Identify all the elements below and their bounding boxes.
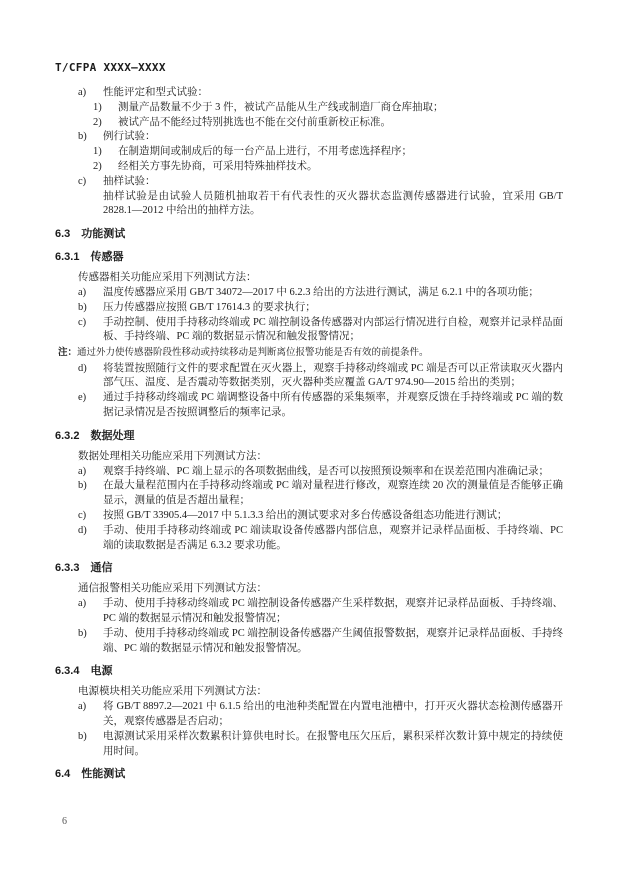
list-item-label: b) bbox=[78, 627, 87, 639]
list-item-text: 将装置按照随行文件的要求配置在灭火器上，观察手持移动终端或 PC 端是否可以正常读取灭火器内部气压、温度、是否震动等数据类别，灭火器种类应覆盖 GA/T 974.90—2015 给出的类别； bbox=[103, 362, 563, 389]
list-item-label: d) bbox=[78, 362, 87, 374]
list-item-label: a) bbox=[78, 286, 87, 298]
list-item-text: 手动、使用手持移动终端或 PC 端控制设备传感器产生采样数据，观察并记录样品面板、手持终端、PC 端的数据显示情况和触发报警情况； bbox=[103, 598, 563, 625]
section-title: 数据处理 bbox=[90, 429, 135, 442]
note bbox=[58, 345, 563, 362]
list-item-a bbox=[55, 597, 563, 627]
section-number: 6.3.1 bbox=[55, 251, 80, 264]
list-item-label: b) bbox=[78, 131, 87, 143]
list-item-text: 经相关方事先协商，可采用特殊抽样技术。 bbox=[118, 160, 318, 172]
section-title: 传感器 bbox=[90, 251, 124, 264]
section-intro: 通信报警相关功能应采用下列测试方法： bbox=[78, 583, 267, 595]
section-heading-6-3 bbox=[55, 227, 563, 242]
list-item-text: 性能评定和型式试验： bbox=[103, 87, 208, 98]
section-heading-6-4 bbox=[55, 767, 563, 782]
page-content bbox=[55, 86, 563, 788]
section-title: 通信 bbox=[90, 562, 113, 575]
list-item-b bbox=[55, 301, 563, 316]
section-intro: 传感器相关功能应采用下列测试方法： bbox=[78, 272, 257, 284]
section-number: 6.3.2 bbox=[55, 429, 80, 442]
list-item-label: a) bbox=[78, 701, 87, 713]
list-item-text: 例行试验： bbox=[103, 131, 156, 143]
list-item-label: b) bbox=[78, 480, 87, 492]
section-heading-6-3-4 bbox=[55, 664, 563, 679]
list-item-a bbox=[55, 465, 563, 480]
list-item-label: b) bbox=[78, 301, 87, 313]
list-item-label: a) bbox=[78, 87, 87, 98]
list-item-text: 在制造期间或制成后的每一台产品上进行，不用考虑选择程序； bbox=[118, 146, 412, 158]
document-code: T/CFPA XXXX—XXXX bbox=[55, 61, 166, 74]
list-item-label: 2) bbox=[93, 116, 102, 128]
section-number: 6.3.4 bbox=[55, 665, 80, 678]
section-heading-6-3-1 bbox=[55, 250, 563, 265]
list-item-c bbox=[55, 509, 563, 524]
list-item-text: 通过手持移动终端或 PC 端调整设备中所有传感器的采集频率，并观察反馈在手持终端或 PC 端的数据记录情况是否按照调整后的频率记录。 bbox=[103, 392, 563, 419]
section-title: 功能测试 bbox=[81, 228, 126, 241]
list-item-c bbox=[55, 316, 563, 346]
section-heading-6-3-2 bbox=[55, 429, 563, 444]
list-item-label: b) bbox=[78, 730, 87, 742]
section-intro: 数据处理相关功能应采用下列测试方法： bbox=[78, 450, 267, 462]
list-item-label: 1) bbox=[93, 101, 102, 113]
list-item-b bbox=[55, 479, 563, 509]
list-item-c bbox=[55, 175, 563, 190]
note-text: 通过外力使传感器阶段性移动或持续移动是判断离位报警功能是否有效的前提条件。 bbox=[77, 348, 429, 359]
list-item-text: 手动、使用手持移动终端或 PC 端控制设备传感器产生阈值报警数据，观察并记录样品面板、手持终端、PC 端的数据显示情况和触发报警情况。 bbox=[103, 627, 563, 654]
list-item-b bbox=[55, 627, 563, 657]
page-number: 6 bbox=[62, 816, 67, 827]
list-subitem-2 bbox=[55, 160, 563, 175]
section-intro: 电源模块相关功能应采用下列测试方法： bbox=[78, 686, 267, 698]
section-heading-6-3-3 bbox=[55, 561, 563, 576]
section-number: 6.3 bbox=[55, 228, 71, 241]
list-item-paragraph: 抽样试验是由试验人员随机抽取若干有代表性的灭火器状态监测传感器进行试验，宜采用 GB/T 2828.1—2012 中给出的抽样方法。 bbox=[103, 190, 563, 217]
list-item-label: 1) bbox=[93, 146, 102, 158]
list-item-text: 手动控制、使用手持移动终端或 PC 端控制设备传感器对内部运行情况进行自检，观察并记录样品面板、手持终端、PC 端的数据显示情况和触发报警情况； bbox=[103, 316, 563, 343]
list-item-label: c) bbox=[78, 510, 87, 522]
list-item-text: 按照 GB/T 33905.4—2017 中 5.1.3.3 给出的测试要求对多台传感设备组态功能进行测试； bbox=[103, 510, 508, 522]
list-item-e bbox=[55, 391, 563, 421]
list-item-a bbox=[55, 86, 563, 101]
list-item-d bbox=[55, 524, 563, 554]
list-item-label: 2) bbox=[93, 160, 102, 172]
list-item-label: c) bbox=[78, 175, 87, 187]
list-item-text: 被试产品不能经过特别挑选也不能在交付前重新校正标准。 bbox=[118, 116, 391, 128]
list-item-text: 手动、使用手持移动终端或 PC 端读取设备传感器内部信息，观察并记录样品面板、手持终端、PC 端的读取数据是否满足 6.3.2 要求功能。 bbox=[103, 524, 563, 551]
list-item-d bbox=[55, 362, 563, 392]
section-title: 电源 bbox=[90, 665, 113, 678]
list-item-text: 抽样试验： bbox=[103, 175, 156, 187]
list-item-label: c) bbox=[78, 316, 87, 328]
list-subitem-2 bbox=[55, 116, 563, 131]
list-item-a bbox=[55, 286, 563, 301]
list-item-text: 测量产品数量不少于 3 件，被试产品能从生产线或制造厂商仓库抽取； bbox=[118, 101, 444, 113]
list-item-label: d) bbox=[78, 524, 87, 536]
list-item-a bbox=[55, 700, 563, 730]
list-item-text: 电源测试采用采样次数累积计算供电时长。在报警电压欠压后，累积采样次数计算中规定的持续使用时间。 bbox=[103, 730, 563, 757]
section-number: 6.4 bbox=[55, 768, 71, 781]
list-item-label: e) bbox=[78, 392, 87, 404]
section-title: 性能测试 bbox=[81, 768, 126, 781]
list-item-text: 压力传感器应按照 GB/T 17614.3 的要求执行； bbox=[103, 301, 316, 313]
list-subitem-1 bbox=[55, 101, 563, 116]
list-item-text: 将 GB/T 8897.2—2021 中 6.1.5 给出的电池种类配置在内置电池槽中，打开灭火器状态检测传感器开关，观察传感器是否启动； bbox=[103, 701, 563, 727]
list-item-label: a) bbox=[78, 465, 87, 477]
list-item-label: a) bbox=[78, 598, 87, 610]
list-item-text: 在最大量程范围内在手持移动终端或 PC 端对量程进行修改，观察连续 20 次的测量值是否能够正确显示，测量的值是否超出量程； bbox=[103, 480, 563, 507]
list-item-b bbox=[55, 730, 563, 760]
list-item-b bbox=[55, 130, 563, 145]
section-number: 6.3.3 bbox=[55, 562, 80, 575]
list-item-text: 温度传感器应采用 GB/T 34072—2017 中 6.2.3 给出的方法进行测试，满足 6.2.1 中的各项功能； bbox=[103, 286, 539, 298]
note-label: 注： bbox=[58, 347, 78, 359]
list-item-text: 观察手持终端、PC 端上显示的各项数据曲线，是否可以按照预设频率和在误差范围内准确记录； bbox=[103, 465, 549, 477]
list-subitem-1 bbox=[55, 145, 563, 160]
